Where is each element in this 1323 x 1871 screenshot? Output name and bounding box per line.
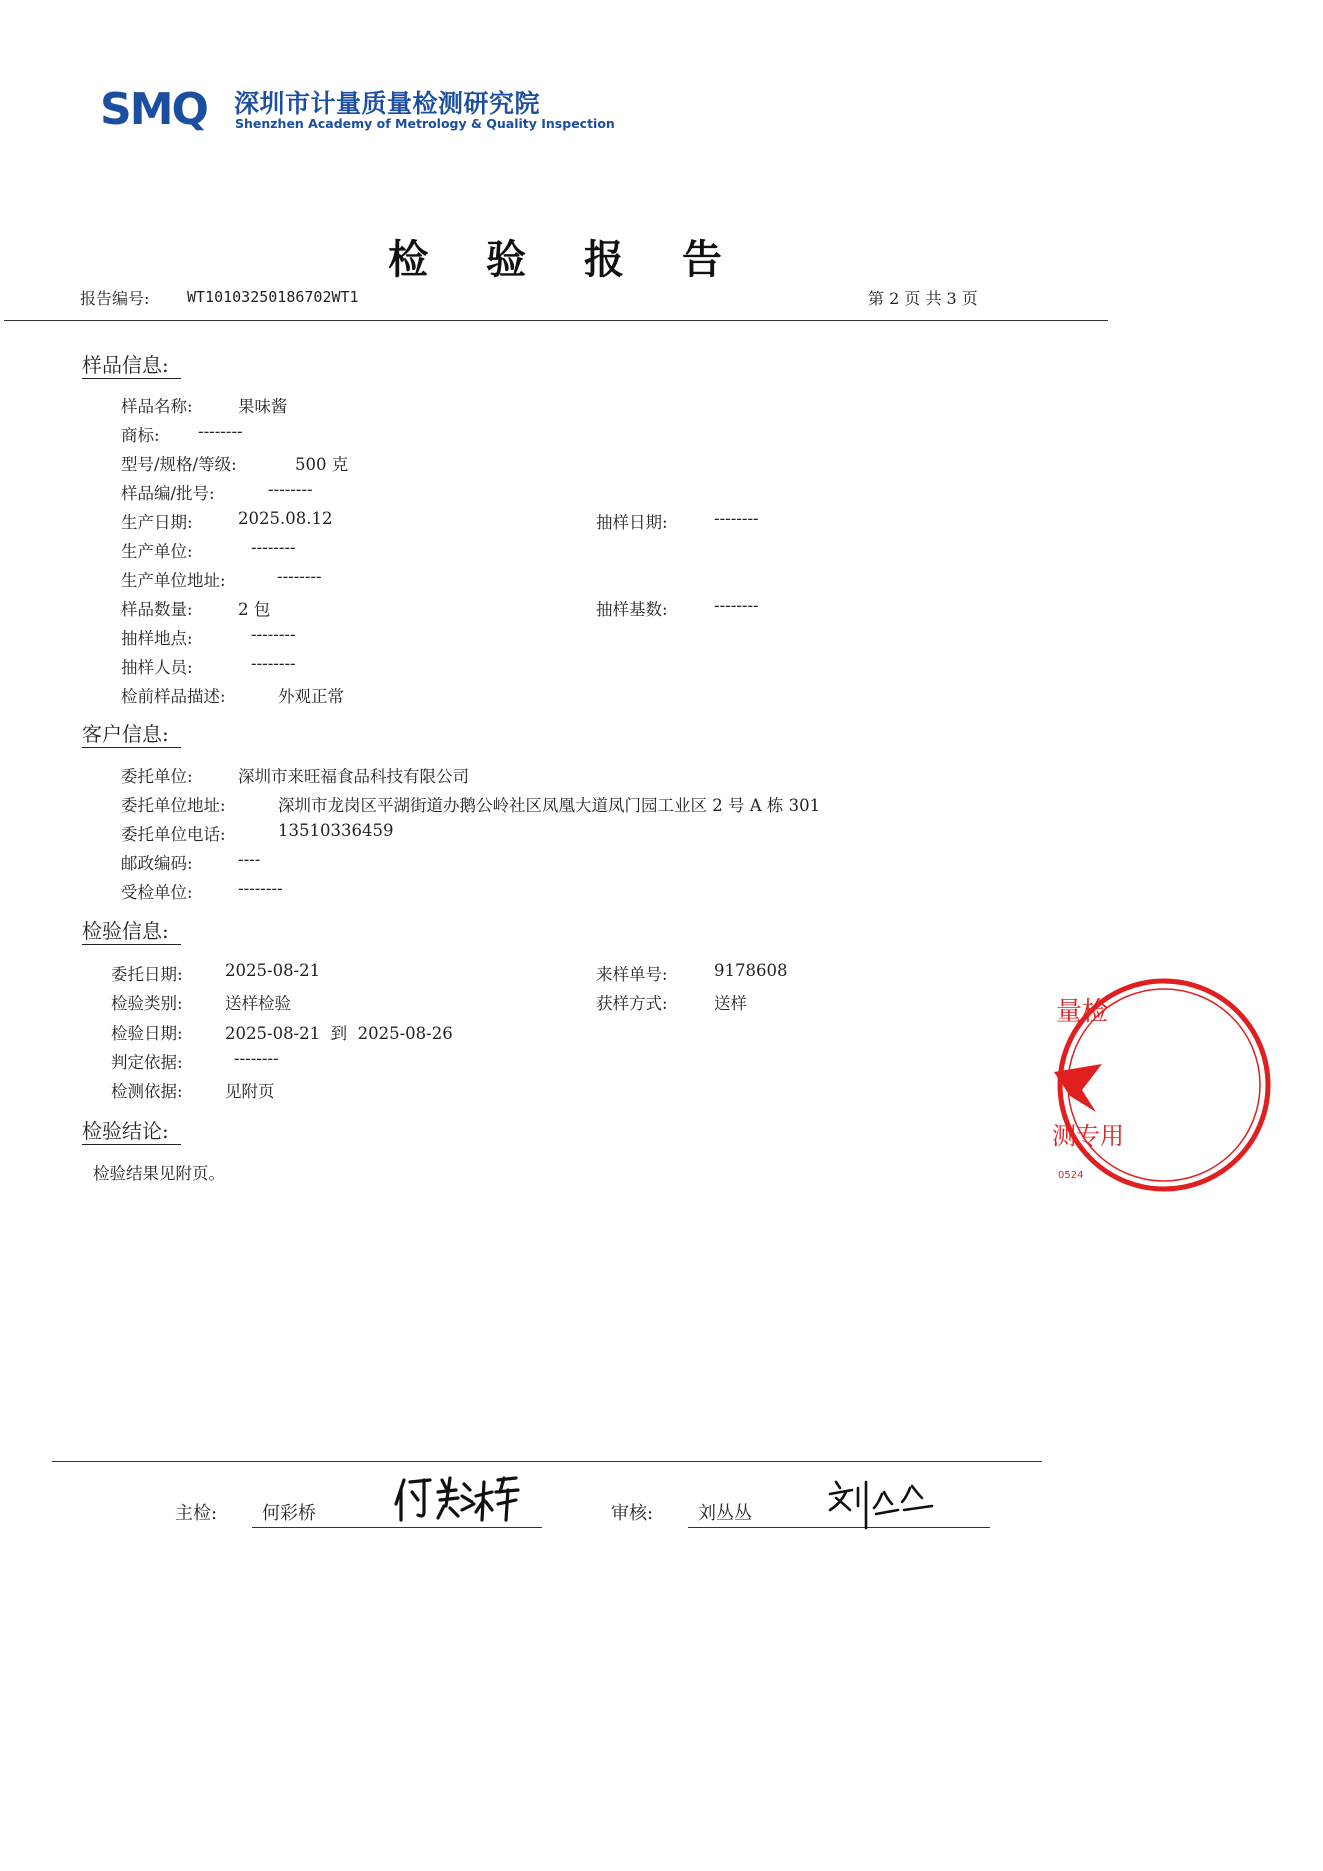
label-inspection-category: 检验类别: xyxy=(111,994,183,1013)
label-production-date: 生产日期: xyxy=(121,513,193,532)
label-sampling-date: 抽样日期: xyxy=(596,513,668,532)
value-sampling-place: -------- xyxy=(251,625,296,644)
value-test-standard: 见附页 xyxy=(225,1082,275,1101)
value-brand: -------- xyxy=(198,422,243,441)
label-inspected-unit: 受检单位: xyxy=(121,883,193,902)
label-entrust-date: 委托日期: xyxy=(111,965,183,984)
label-reviewer: 审核: xyxy=(611,1503,654,1524)
section-inspection-heading: 检验信息: xyxy=(82,918,181,945)
section-conclusion-heading: 检验结论: xyxy=(82,1118,181,1145)
seal-text-top: 量检 xyxy=(1056,997,1109,1027)
value-client-address: 深圳市龙岗区平湖街道办鹅公岭社区凤凰大道凤门园工业区 2 号 A 栋 301 xyxy=(278,796,821,815)
value-sample-name: 果味酱 xyxy=(238,397,288,416)
official-seal xyxy=(1052,972,1124,1198)
value-sample-description: 外观正常 xyxy=(278,687,344,706)
label-sampling-method: 获样方式: xyxy=(596,994,668,1013)
value-batch: -------- xyxy=(268,480,313,499)
value-judgement-basis: -------- xyxy=(234,1049,279,1068)
smq-logo-letters: SMQ xyxy=(100,84,207,135)
label-client-unit: 委托单位: xyxy=(121,767,193,786)
value-inspection-category: 送样检验 xyxy=(225,994,291,1013)
label-sample-quantity: 样品数量: xyxy=(121,600,193,619)
value-reviewer: 刘丛丛 xyxy=(698,1503,752,1524)
label-sample-name: 样品名称: xyxy=(121,397,193,416)
label-client-phone: 委托单位电话: xyxy=(121,825,226,844)
report-number: WT10103250186702WT1 xyxy=(187,288,359,306)
label-producer-address: 生产单位地址: xyxy=(121,571,226,590)
institute-name-cn: 深圳市计量质量检测研究院 xyxy=(234,89,541,118)
label-test-standard: 检测依据: xyxy=(111,1082,183,1101)
label-sample-description: 检前样品描述: xyxy=(121,687,226,706)
label-producer: 生产单位: xyxy=(121,542,193,561)
signature-rule xyxy=(52,1461,1042,1462)
value-sampler: -------- xyxy=(251,654,296,673)
value-sampling-date: -------- xyxy=(714,509,759,528)
value-client-phone: 13510336459 xyxy=(278,821,394,840)
institute-name-en: Shenzhen Academy of Metrology & Quality Inspection xyxy=(235,116,615,131)
page-info: 第 2 页 共 3 页 xyxy=(868,289,978,308)
value-sampling-method: 送样 xyxy=(714,994,747,1013)
conclusion-text: 检验结果见附页。 xyxy=(93,1164,225,1183)
value-client-unit: 深圳市来旺福食品科技有限公司 xyxy=(238,767,469,786)
value-sample-quantity: 2 包 xyxy=(238,600,271,619)
seal-number: 0524 xyxy=(1058,1170,1084,1181)
value-model: 500 克 xyxy=(295,455,349,474)
value-entrust-date: 2025-08-21 xyxy=(225,961,321,980)
section-sample-heading: 样品信息: xyxy=(82,352,181,379)
label-sampling-place: 抽样地点: xyxy=(121,629,193,648)
label-inspection-date: 检验日期: xyxy=(111,1024,183,1043)
label-postcode: 邮政编码: xyxy=(121,854,193,873)
smq-logo-mark xyxy=(100,80,230,136)
value-production-date: 2025.08.12 xyxy=(238,509,333,528)
label-brand: 商标: xyxy=(121,426,160,445)
value-sampling-base: -------- xyxy=(714,596,759,615)
label-judgement-basis: 判定依据: xyxy=(111,1053,183,1072)
label-batch: 样品编/批号: xyxy=(121,484,215,503)
value-sample-order-no: 9178608 xyxy=(714,961,788,980)
value-postcode: ---- xyxy=(238,850,261,869)
label-model: 型号/规格/等级: xyxy=(121,455,237,474)
section-client-heading: 客户信息: xyxy=(82,721,181,748)
reviewer-handwritten-signature xyxy=(826,1474,942,1534)
value-inspected-unit: -------- xyxy=(238,879,283,898)
value-inspection-date: 2025-08-21 到 2025-08-26 xyxy=(225,1024,453,1043)
report-number-label: 报告编号: xyxy=(80,289,150,308)
label-sampling-base: 抽样基数: xyxy=(596,600,668,619)
header-rule xyxy=(4,320,1108,321)
value-producer: -------- xyxy=(251,538,296,557)
label-sample-order-no: 来样单号: xyxy=(596,965,668,984)
value-producer-address: -------- xyxy=(277,567,322,586)
value-inspector: 何彩桥 xyxy=(262,1503,316,1524)
label-sampler: 抽样人员: xyxy=(121,658,193,677)
seal-text-bottom: 测专用 xyxy=(1052,1122,1124,1150)
report-title: 检 验 报 告 xyxy=(388,236,744,283)
inspector-handwritten-signature xyxy=(392,1470,522,1528)
label-inspector: 主检: xyxy=(175,1503,218,1524)
label-client-address: 委托单位地址: xyxy=(121,796,226,815)
